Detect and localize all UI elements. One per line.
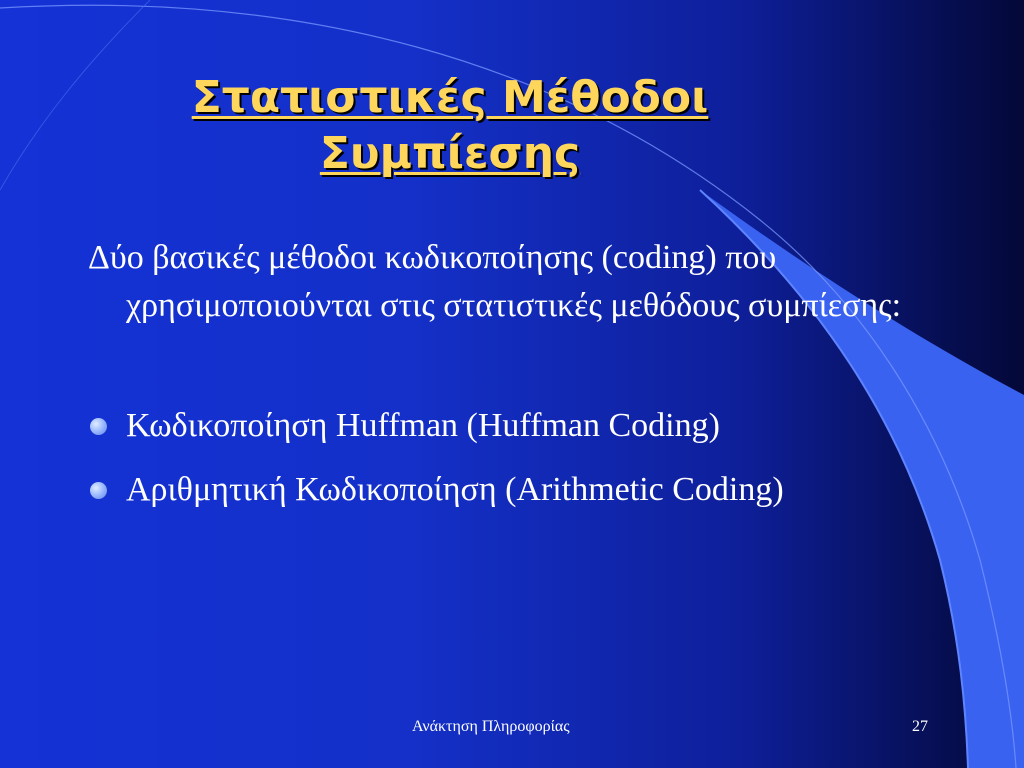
page-number: 27: [912, 718, 928, 735]
bullet-icon: [90, 418, 107, 435]
bullet-text: Αριθμητική Κωδικοποίηση (Arithmetic Coding): [126, 471, 784, 508]
bullet-icon: [90, 482, 107, 499]
intro-paragraph: Δύο βασικές μέθοδοι κωδικοποίησης (coding) που χρησιμοποιούνται στις στατιστικές μεθόδους συμπίεσης:: [88, 239, 902, 324]
bullet-item: [88, 466, 948, 514]
title-line-1: Στατιστικές Μέθοδοι: [191, 72, 709, 123]
footer-text: Ανάκτηση Πληροφορίας: [412, 718, 570, 735]
bullet-list: [88, 402, 948, 514]
slide-body: [88, 234, 948, 530]
bullet-item: [88, 402, 948, 450]
bullet-text: Κωδικοποίηση Huffman (Huffman Coding): [126, 407, 720, 444]
slide-title: [90, 70, 810, 182]
title-line-2: Συμπίεσης: [319, 128, 581, 179]
